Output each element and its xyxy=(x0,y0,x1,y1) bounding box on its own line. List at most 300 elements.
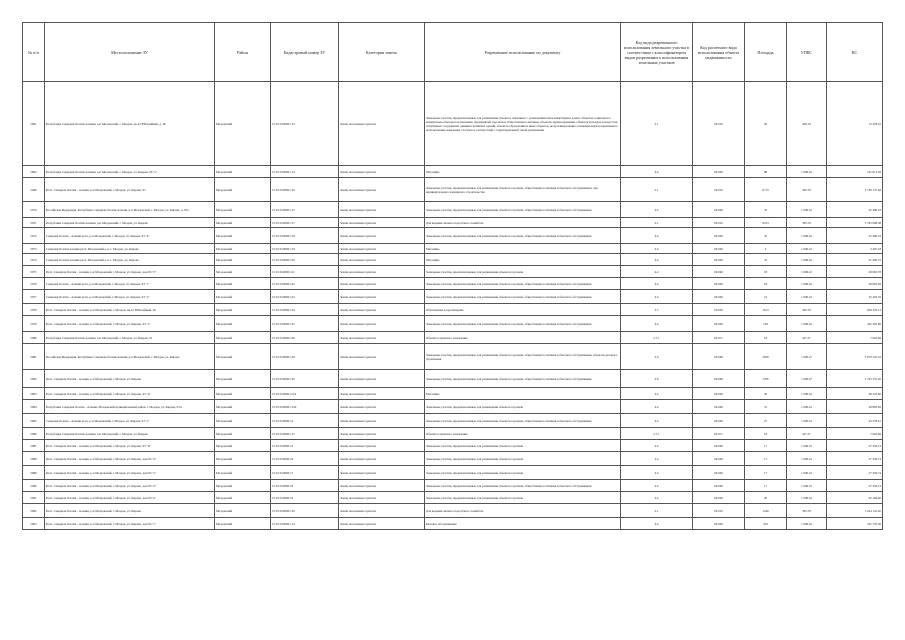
cell-land-category: Земли населенных пунктов xyxy=(339,218,425,228)
cell-district: Моздокский xyxy=(215,202,271,218)
cell-district: Моздокский xyxy=(215,414,271,428)
cell-upks: 1 609.22 xyxy=(787,492,827,504)
cell-location: Северная Осетия-Алания респ, Моздокский р-н, г. Моздок, ул. Кирова xyxy=(45,254,215,266)
cell-location: Респ. Северная Осетия - Алания, р-н Моздокский, г. Моздок, ул. Кирова, 93 "и" xyxy=(45,388,215,400)
cell-land-category: Земли населенных пунктов xyxy=(339,388,425,400)
table-row xyxy=(23,166,883,178)
cell-use-code: 4.4 xyxy=(621,254,693,266)
cell-calc-code: 04:040 xyxy=(693,244,745,254)
cell-number: 5891 xyxy=(23,82,45,166)
cell-upks: 1 609.22 xyxy=(787,452,827,466)
cell-location: Республика Северная Осетия-Алания, р-н Моздокский, г. Моздок, ул. Кирова xyxy=(45,218,215,228)
cell-cadastral-number: 15:01:0120001:7 xyxy=(271,466,339,480)
cell-upks: 1 609.22 xyxy=(787,266,827,278)
cell-cadastral-number: 15:01:0120001:23 xyxy=(271,290,339,304)
cell-number: 5974 xyxy=(23,254,45,266)
cell-district: Моздокский xyxy=(215,278,271,290)
cell-upks: 427.37 xyxy=(787,428,827,440)
cell-calc-code: 04:040 xyxy=(693,518,745,530)
col-header-cadastral-number: Кадастровый номер ЗУ xyxy=(271,23,339,82)
cell-cadastral-number: 15:01:0120001:9 xyxy=(271,492,339,504)
cell-permitted-use: Бытовое обслуживание xyxy=(425,518,621,530)
cell-land-category: Земли населенных пунктов xyxy=(339,332,425,344)
cell-permitted-use: Земельные участки, предназначенные для размещения объектов торговли, общественного питания и бытового обслуживания; для индивидуального жилищного строительства xyxy=(425,178,621,202)
cell-ks: 262 302.86 xyxy=(827,316,883,332)
cell-use-code: 4.4 xyxy=(621,388,693,400)
cell-use-code: 4.4 xyxy=(621,480,693,492)
col-header-use-code: Код вида разрешенного использования земельного участка в соответствии с классификатором видов разрешенного использования земельных участков xyxy=(621,23,693,82)
cell-ks: 638 376.12 xyxy=(827,304,883,316)
cell-number: 5987 xyxy=(23,440,45,452)
cell-number: 5992 xyxy=(23,504,45,518)
cell-area: 2 xyxy=(745,244,787,254)
cell-use-code: 4.4 xyxy=(621,278,693,290)
cell-district: Моздокский xyxy=(215,344,271,370)
cell-number: 5970 xyxy=(23,202,45,218)
cell-number: 5972 xyxy=(23,228,45,244)
cell-use-code: 4.4 xyxy=(621,492,693,504)
cell-district: Моздокский xyxy=(215,316,271,332)
cell-number: 5979 xyxy=(23,316,45,332)
cell-district: Моздокский xyxy=(215,440,271,452)
cell-number: 5975 xyxy=(23,266,45,278)
cell-cadastral-number: 15:01:0120001:8 xyxy=(271,480,339,492)
cell-permitted-use: Земельные участки, предназначенные для размещения объектов торговли xyxy=(425,400,621,414)
cell-number: 5984 xyxy=(23,400,45,414)
cell-use-code: 4.4 xyxy=(621,266,693,278)
cell-calc-code: 02:071 xyxy=(693,332,745,344)
cell-number: 5982 xyxy=(23,370,45,388)
table-row xyxy=(23,178,883,202)
cell-ks: 28 965.94 xyxy=(827,278,883,290)
cell-location: Респ. Северная Осетия - Алания, р-н Моздокский, г. Моздок, ул. Кирова xyxy=(45,504,215,518)
cell-calc-code: 02:010 xyxy=(693,218,745,228)
cell-calc-code: 04:040 xyxy=(693,440,745,452)
cell-location: Северная Осетия - Алания респ, р-н Моздокский, г. Моздок, ул. Кирова, 93 "д" xyxy=(45,290,215,304)
col-header-number: № п/п xyxy=(23,23,45,82)
cell-area: 18 xyxy=(745,428,787,440)
cell-ks: 2 745 355.20 xyxy=(827,370,883,388)
cell-land-category: Земли населенных пунктов xyxy=(339,178,425,202)
cell-cadastral-number: 15:01:0120001:6 xyxy=(271,452,339,466)
table-row xyxy=(23,452,883,466)
cell-permitted-use: Объекты гаражного назначения xyxy=(425,332,621,344)
cell-district: Моздокский xyxy=(215,254,271,266)
cell-number: 5983 xyxy=(23,388,45,400)
table-row xyxy=(23,504,883,518)
cell-land-category: Земли населенных пунктов xyxy=(339,228,425,244)
cell-calc-code: 02:060 xyxy=(693,344,745,370)
cell-cadastral-number: 15:01:0120001:119 xyxy=(271,388,339,400)
cell-permitted-use: Земельные участки, предназначенные для размещения объектов торговли xyxy=(425,466,621,480)
cell-district: Моздокский xyxy=(215,228,271,244)
cell-area: 333 xyxy=(745,518,787,530)
cell-area: 17 xyxy=(745,452,787,466)
cell-use-code: 4.4 xyxy=(621,440,693,452)
table-row xyxy=(23,332,883,344)
table-row xyxy=(23,370,883,388)
cell-number: 5986 xyxy=(23,428,45,440)
cell-land-category: Земли населенных пунктов xyxy=(339,400,425,414)
cell-number: 5989 xyxy=(23,466,45,480)
cell-district: Моздокский xyxy=(215,466,271,480)
cell-use-code: 4.4 xyxy=(621,316,693,332)
cell-area: 31 xyxy=(745,400,787,414)
cell-area: 32 xyxy=(745,254,787,266)
cell-upks: 1 609.22 xyxy=(787,440,827,452)
cell-district: Моздокский xyxy=(215,244,271,254)
cell-calc-code: 04:040 xyxy=(693,466,745,480)
cell-cadastral-number: 15:01:0120001:4 xyxy=(271,414,339,428)
cell-land-category: Земли населенных пунктов xyxy=(339,492,425,504)
cell-calc-code: 04:040 xyxy=(693,452,745,466)
cell-permitted-use: Земельные участки, предназначенные для размещения объектов торговли, общественного питания и бытового обслуживания xyxy=(425,316,621,332)
cell-calc-code: 04:040 xyxy=(693,388,745,400)
cell-location: Северная Осетия-Алания респ, Моздокский р-н, г. Моздок, ул. Кирова xyxy=(45,244,215,254)
table-row xyxy=(23,492,883,504)
cell-use-code: 2.6 xyxy=(621,370,693,388)
cell-location: Республика Северная Осетия - Алания, Моздокский муниципальный район, г. Моздок, ул. Кирова, 93 к xyxy=(45,400,215,414)
cell-calc-code: 04:040 xyxy=(693,228,745,244)
cell-location: Российская Федерация, Республика Северная Осетия-Алания, р-н Моздокский, г. Моздок, ул. Кирова, д. 93а xyxy=(45,202,215,218)
table-header-row xyxy=(23,23,883,82)
cell-area: 18 xyxy=(745,332,787,344)
cell-upks: 409.19 xyxy=(787,82,827,166)
cell-area: 35 xyxy=(745,202,787,218)
cell-district: Моздокский xyxy=(215,480,271,492)
cell-location: Республика Северная Осетия-Алания, р-н Моздокский, г. Моздок, ул. Кирова, 91 xyxy=(45,332,215,344)
cell-ks: 27 356.74 xyxy=(827,480,883,492)
cell-ks: 7 692.66 xyxy=(827,332,883,344)
cell-upks: 1 609.22 xyxy=(787,466,827,480)
cell-location: Российская Федерация, Республика Северная Осетия-Алания, р-н Моздокский, г. Моздок, ул. Кирова xyxy=(45,344,215,370)
cell-upks: 1 609.22 xyxy=(787,166,827,178)
cell-area: 21 xyxy=(745,290,787,304)
cell-ks: 5 224 143.20 xyxy=(827,504,883,518)
table-row xyxy=(23,202,883,218)
cell-cadastral-number: 15:01:0120001:25 xyxy=(271,316,339,332)
cell-cadastral-number: 15:01:0120001:14 xyxy=(271,518,339,530)
cell-ks: 49 885.82 xyxy=(827,400,883,414)
cell-calc-code: 02:010 xyxy=(693,82,745,166)
cell-calc-code: 04:040 xyxy=(693,480,745,492)
cell-cadastral-number: 15:01:0120001:29 xyxy=(271,344,339,370)
cell-land-category: Земли населенных пунктов xyxy=(339,254,425,266)
cell-number: 5981 xyxy=(23,344,45,370)
cell-land-category: Земли населенных пунктов xyxy=(339,290,425,304)
cell-upks: 1 609.22 xyxy=(787,202,827,218)
cell-district: Моздокский xyxy=(215,82,271,166)
cell-location: Респ. Северная Осетия - Алания, р-н Моздокский, г. Моздок, ул. Кирова, дом 93 "б" xyxy=(45,266,215,278)
cell-cadastral-number: 15:01:0120001:5 xyxy=(271,440,339,452)
cell-permitted-use: Магазины xyxy=(425,388,621,400)
cell-location: Респ. Северная Осетия - Алания, р-н Моздокский, г. Моздок, пр-кт Юбилейный, 46 xyxy=(45,304,215,316)
cell-land-category: Земли населенных пунктов xyxy=(339,452,425,466)
cell-land-category: Земли населенных пунктов xyxy=(339,266,425,278)
cell-number: 5971 xyxy=(23,218,45,228)
cell-cadastral-number: 15:01:0120001:120 xyxy=(271,400,339,414)
cell-number: 5990 xyxy=(23,480,45,492)
cell-calc-code: 04:040 xyxy=(693,290,745,304)
cell-cadastral-number: 15:01:0120001:16 xyxy=(271,178,339,202)
table-row xyxy=(23,316,883,332)
cell-location: Северная Осетия - Алания респ, р-н Моздокский, г. Моздок, ул. Кирова, 93 "в" xyxy=(45,228,215,244)
cell-permitted-use: Магазины xyxy=(425,254,621,266)
cell-permitted-use: Земельные участки, предназначенные для размещения объектов торговли xyxy=(425,492,621,504)
cell-ks: 141 613.28 xyxy=(827,166,883,178)
cell-district: Моздокский xyxy=(215,166,271,178)
cell-calc-code: 02:060 xyxy=(693,370,745,388)
cell-use-code: 4.4 xyxy=(621,202,693,218)
cell-upks: 1 609.22 xyxy=(787,518,827,530)
cell-ks: 3 497.18 xyxy=(827,244,883,254)
cell-area: 17 xyxy=(745,440,787,452)
cell-use-code: 2.1 xyxy=(621,504,693,518)
cell-number: 5991 xyxy=(23,492,45,504)
cell-area: 1249 xyxy=(745,504,787,518)
cell-upks: 395.78 xyxy=(787,504,827,518)
cell-upks: 1 609.22 xyxy=(787,244,827,254)
cell-calc-code: 04:040 xyxy=(693,316,745,332)
cell-permitted-use: Для ведения личного подсобного хозяйства xyxy=(425,218,621,228)
cell-calc-code: 04:040 xyxy=(693,400,745,414)
cell-cadastral-number: 15:01:0120001:17 xyxy=(271,218,339,228)
cell-upks: 1 609.22 xyxy=(787,254,827,266)
cell-calc-code: 04:040 xyxy=(693,254,745,266)
cell-number: 5973 xyxy=(23,244,45,254)
cell-use-code: 2.1 xyxy=(621,178,693,202)
cell-permitted-use: Для ведения личного подсобного хозяйства xyxy=(425,504,621,518)
cell-upks: 1 609.22 xyxy=(787,316,827,332)
cell-permitted-use: Земельные участки, предназначенные для размещения объектов торговли xyxy=(425,440,621,452)
cell-land-category: Земли населенных пунктов xyxy=(339,304,425,316)
cell-cadastral-number: 15:01:0120001:19 xyxy=(271,244,339,254)
cell-permitted-use: Земельные участки, предназначенные для размещения объектов торговли, общественного питания и бытового обслуживания xyxy=(425,290,621,304)
cell-upks: 395.78 xyxy=(787,218,827,228)
cell-cadastral-number: 15:01:0120001:17 xyxy=(271,428,339,440)
cell-cadastral-number: 15:01:0120001:22 xyxy=(271,278,339,290)
col-header-permitted-use: Разрешенное использование по документу xyxy=(425,23,621,82)
cell-permitted-use: Земельные участки, предназначенные для размещения объектов торговли, общественного питания и бытового обслуживания xyxy=(425,228,621,244)
cell-location: Республика Северная Осетия-Алания, р-н Моздокский, г. Моздок, ул. Кирова xyxy=(45,428,215,440)
cell-area: 163 xyxy=(745,316,787,332)
cell-cadastral-number: 15:01:0120001:21 xyxy=(271,266,339,278)
cell-upks: 1 609.22 xyxy=(787,414,827,428)
cell-cadastral-number: 15:01:0120001:30 xyxy=(271,370,339,388)
table-row xyxy=(23,466,883,480)
cell-ks: 33 403.35 xyxy=(827,290,883,304)
cell-location: Респ. Северная Осетия - Алания, р-н Моздокский, г. Моздок, ул. Кирова, 93 "е" xyxy=(45,316,215,332)
cell-cadastral-number: 15:01:0120001:24 xyxy=(271,304,339,316)
cell-ks: 51 490.75 xyxy=(827,254,883,266)
cell-calc-code: 04:040 xyxy=(693,266,745,278)
cell-area: 20 xyxy=(745,82,787,166)
table-row xyxy=(23,344,883,370)
cell-cadastral-number: 15:01:0120001:26 xyxy=(271,332,339,344)
cell-area: 17 xyxy=(745,466,787,480)
cell-calc-code: 04:040 xyxy=(693,202,745,218)
cell-use-code: 4.4 xyxy=(621,400,693,414)
cell-use-code: 2.7.1 xyxy=(621,332,693,344)
table-row xyxy=(23,480,883,492)
table-row xyxy=(23,304,883,316)
cell-permitted-use: Магазины xyxy=(425,244,621,254)
cell-area: 1613 xyxy=(745,304,787,316)
cell-land-category: Земли населенных пунктов xyxy=(339,504,425,518)
cell-number: 5980 xyxy=(23,332,45,344)
cell-calc-code: 02:010 xyxy=(693,504,745,518)
cell-use-code: 2.6 xyxy=(621,344,693,370)
cell-land-category: Земли населенных пунктов xyxy=(339,202,425,218)
cell-permitted-use: Земельные участки, предназначенные для размещения объектов торговли, общественного питания и бытового обслуживания xyxy=(425,414,621,428)
cell-upks: 1 609.27 xyxy=(787,344,827,370)
cell-district: Моздокский xyxy=(215,266,271,278)
table-row xyxy=(23,278,883,290)
cell-permitted-use: Земельные участки, предназначенные для размещения объектов торговли xyxy=(425,266,621,278)
table-row xyxy=(23,440,883,452)
cell-use-code: 4.4 xyxy=(621,466,693,480)
cell-location: Респ. Северная Осетия - Алания, р-н Моздокский, г. Моздок, ул. Кирова, дом 93 "р" xyxy=(45,492,215,504)
cell-upks: 1 609.27 xyxy=(787,370,827,388)
cell-cadastral-number: 15:01:0120001:20 xyxy=(271,254,339,266)
cell-number: 5993 xyxy=(23,518,45,530)
cell-district: Моздокский xyxy=(215,518,271,530)
cell-land-category: Земли населенных пунктов xyxy=(339,466,425,480)
cell-calc-code: 04:040 xyxy=(693,278,745,290)
cell-upks: 1 609.22 xyxy=(787,480,827,492)
cell-location: Республика Северная Осетия-Алания, р-н Моздокский, г. Моздок, пр-кт Юбилейный, д. 46 xyxy=(45,82,215,166)
cell-ks: 28 965.78 xyxy=(827,266,883,278)
table-row xyxy=(23,518,883,530)
cell-ks: 2 738 137.48 xyxy=(827,178,883,202)
cell-location: Северная Осетия - Алания респ, р-н Моздокский, г. Моздок, ул. Кирова, 93 "л" xyxy=(45,414,215,428)
cell-number: 5892 xyxy=(23,166,45,178)
cell-calc-code: 04:040 xyxy=(693,414,745,428)
cell-cadastral-number: 15:01:0120001:18 xyxy=(271,228,339,244)
table-row xyxy=(23,388,883,400)
cell-permitted-use: Земельные участки, предназначенные для размещения объектов торговли, общественного питания и бытового обслуживания xyxy=(425,480,621,492)
cell-district: Моздокский xyxy=(215,218,271,228)
cell-district: Моздокский xyxy=(215,388,271,400)
cell-permitted-use: Земельные участки, предназначенные для размещения объектов торговли, общественного питания и бытового обслуживания xyxy=(425,370,621,388)
cell-number: 5985 xyxy=(23,414,45,428)
cell-ks: 12 478.91 xyxy=(827,82,883,166)
cell-land-category: Земли населенных пунктов xyxy=(339,414,425,428)
cell-location: Респ. Северная Осетия - Алания, р-н Моздокский, г. Моздок, ул. Кирова, дом 93 "о" xyxy=(45,466,215,480)
table-row xyxy=(23,400,883,414)
table-body xyxy=(23,82,883,530)
cell-cadastral-number: 15:01:0120001:15 xyxy=(271,82,339,166)
cell-location: Респ. Северная Осетия - Алания, р-н Моздокский, г. Моздок, ул. Кирова, дом 93 "с" xyxy=(45,518,215,530)
cell-number: 5977 xyxy=(23,290,45,304)
cell-land-category: Земли населенных пунктов xyxy=(339,440,425,452)
col-header-ks: КС xyxy=(827,23,883,82)
cell-use-code: 4.4 xyxy=(621,414,693,428)
cell-use-code: 3.5 xyxy=(621,304,693,316)
cell-cadastral-number: 15:01:0120001:15 xyxy=(271,202,339,218)
cell-area: 35 xyxy=(745,228,787,244)
cell-permitted-use: Магазины xyxy=(425,166,621,178)
cell-land-category: Земли населенных пунктов xyxy=(339,82,425,166)
cell-number: 5976 xyxy=(23,278,45,290)
document-page xyxy=(22,22,882,530)
cell-use-code: 2.1 xyxy=(621,82,693,166)
cell-area: 2028 xyxy=(745,344,787,370)
cell-permitted-use: Земельные участки, предназначенные для размещения объектов торговли, общественного питания и бытового обслуживания xyxy=(425,202,621,218)
cell-land-category: Земли населенных пунктов xyxy=(339,166,425,178)
cell-ks: 48 276.60 xyxy=(827,388,883,400)
cell-district: Моздокский xyxy=(215,178,271,202)
cell-calc-code: 03:050 xyxy=(693,304,745,316)
cell-use-code: 4.4 xyxy=(621,228,693,244)
cell-land-category: Земли населенных пунктов xyxy=(339,518,425,530)
cell-location: Респ. Северная Осетия - Алания, р-н Моздокский, г. Моздок, ул. Кирова, 93 "м" xyxy=(45,440,215,452)
cell-district: Моздокский xyxy=(215,370,271,388)
cell-area: 6713 xyxy=(745,178,787,202)
cell-land-category: Земли населенных пунктов xyxy=(339,316,425,332)
col-header-calc-code: Код расчетного вида использования объекта недвижимости xyxy=(693,23,745,82)
cell-use-code: 4.4 xyxy=(621,244,693,254)
cell-calc-code: 04:040 xyxy=(693,166,745,178)
cell-location: Северная Осетия - Алания респ, р-н Моздокский, г. Моздок, ул. Кирова, 93 "г" xyxy=(45,278,215,290)
cell-land-category: Земли населенных пунктов xyxy=(339,480,425,492)
cell-land-category: Земли населенных пунктов xyxy=(339,244,425,254)
cell-location: Респ. Северная Осетия - Алания, р-н Моздокский, г. Моздок, ул. Кирова, дом 93 "п" xyxy=(45,480,215,492)
cell-district: Моздокский xyxy=(215,504,271,518)
cadastral-value-table xyxy=(22,22,883,530)
cell-ks: 3 765 098.38 xyxy=(827,218,883,228)
cell-area: 20 xyxy=(745,492,787,504)
cell-ks: 32 480.18 xyxy=(827,228,883,244)
cell-upks: 395.78 xyxy=(787,304,827,316)
table-row xyxy=(23,414,883,428)
cell-land-category: Земли населенных пунктов xyxy=(339,370,425,388)
cell-land-category: Земли населенных пунктов xyxy=(339,428,425,440)
col-header-upks: УПКС xyxy=(787,23,827,82)
cell-upks: 1 609.22 xyxy=(787,400,827,414)
cell-district: Моздокский xyxy=(215,428,271,440)
cell-upks: 1 609.22 xyxy=(787,290,827,304)
col-header-land-category: Категория земель xyxy=(339,23,425,82)
cell-use-code: 2.1 xyxy=(621,218,693,228)
table-row xyxy=(23,82,883,166)
table-row xyxy=(23,254,883,266)
cell-ks: 3 079 125.16 xyxy=(827,344,883,370)
cell-calc-code: 04:040 xyxy=(693,492,745,504)
table-row xyxy=(23,218,883,228)
cell-district: Моздокский xyxy=(215,332,271,344)
cell-use-code: 4.4 xyxy=(621,290,693,304)
cell-ks: 535 735.30 xyxy=(827,518,883,530)
table-row xyxy=(23,244,883,254)
cell-permitted-use: Земельные участки, предназначенные для размещения объектов торговли xyxy=(425,452,621,466)
table-row xyxy=(23,290,883,304)
cell-cadastral-number: 15:01:0120001:14 xyxy=(271,166,339,178)
cell-area: 18 xyxy=(745,266,787,278)
cell-ks: 32 480.18 xyxy=(827,202,883,218)
cell-ks: 43 578.61 xyxy=(827,414,883,428)
col-header-location: Местоположение ЗУ xyxy=(45,23,215,82)
col-header-district: Район xyxy=(215,23,271,82)
cell-land-category: Земли населенных пунктов xyxy=(339,344,425,370)
cell-area: 17 xyxy=(745,480,787,492)
cell-district: Моздокский xyxy=(215,304,271,316)
cell-district: Моздокский xyxy=(215,290,271,304)
cell-area: 18 xyxy=(745,278,787,290)
cell-ks: 7 692.66 xyxy=(827,428,883,440)
cell-permitted-use: Земельные участки, предназначенные для размещения объектов торговли, общественного питания и бытового обслуживания xyxy=(425,278,621,290)
table-row xyxy=(23,428,883,440)
